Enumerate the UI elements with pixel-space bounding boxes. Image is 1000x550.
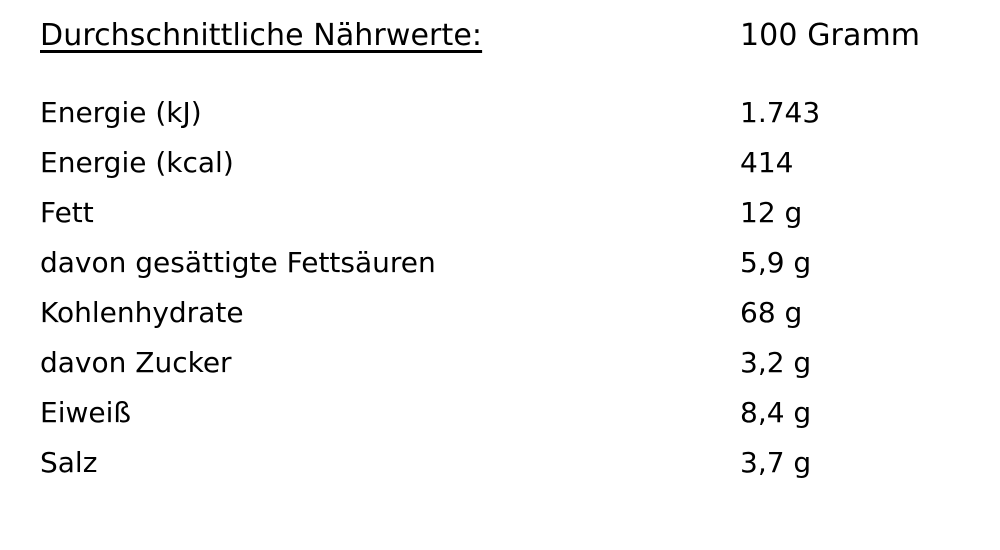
table-row bbox=[40, 199, 1000, 249]
nutrient-value: 12 g bbox=[740, 196, 803, 229]
header-spacer bbox=[40, 57, 1000, 99]
table-row bbox=[40, 149, 1000, 199]
table-row bbox=[40, 299, 1000, 349]
nutrient-label: Kohlenhydrate bbox=[40, 296, 244, 329]
nutrition-table bbox=[40, 18, 1000, 477]
table-header-row bbox=[40, 18, 1000, 57]
nutrient-label: davon Zucker bbox=[40, 346, 232, 379]
header-spacer-right bbox=[740, 57, 1000, 99]
nutrient-value: 8,4 g bbox=[740, 396, 812, 429]
nutrition-title: Durchschnittliche Nährwerte: bbox=[40, 18, 483, 53]
table-row bbox=[40, 449, 1000, 477]
serving-size-label: 100 Gramm bbox=[740, 18, 921, 53]
nutrient-label: Salz bbox=[40, 446, 98, 479]
table-row bbox=[40, 399, 1000, 449]
nutrient-value: 68 g bbox=[740, 296, 803, 329]
nutrient-label: Energie (kJ) bbox=[40, 96, 202, 129]
nutrient-label: Energie (kcal) bbox=[40, 146, 234, 179]
nutrient-label: davon gesättigte Fettsäuren bbox=[40, 246, 436, 279]
table-row bbox=[40, 349, 1000, 399]
nutrient-label: Fett bbox=[40, 196, 94, 229]
table-header bbox=[40, 18, 1000, 99]
nutrient-value: 3,2 g bbox=[740, 346, 812, 379]
nutrient-value: 1.743 bbox=[740, 96, 821, 129]
table-body bbox=[40, 96, 1000, 479]
table-header-value bbox=[740, 18, 1000, 57]
header-spacer-left bbox=[40, 57, 740, 99]
table-row bbox=[40, 99, 1000, 149]
table-header-label bbox=[40, 18, 740, 57]
nutrient-value: 414 bbox=[740, 146, 794, 179]
nutrient-value: 5,9 g bbox=[740, 246, 812, 279]
nutrient-value: 3,7 g bbox=[740, 446, 812, 479]
table-row bbox=[40, 249, 1000, 299]
nutrient-label: Eiweiß bbox=[40, 396, 132, 429]
